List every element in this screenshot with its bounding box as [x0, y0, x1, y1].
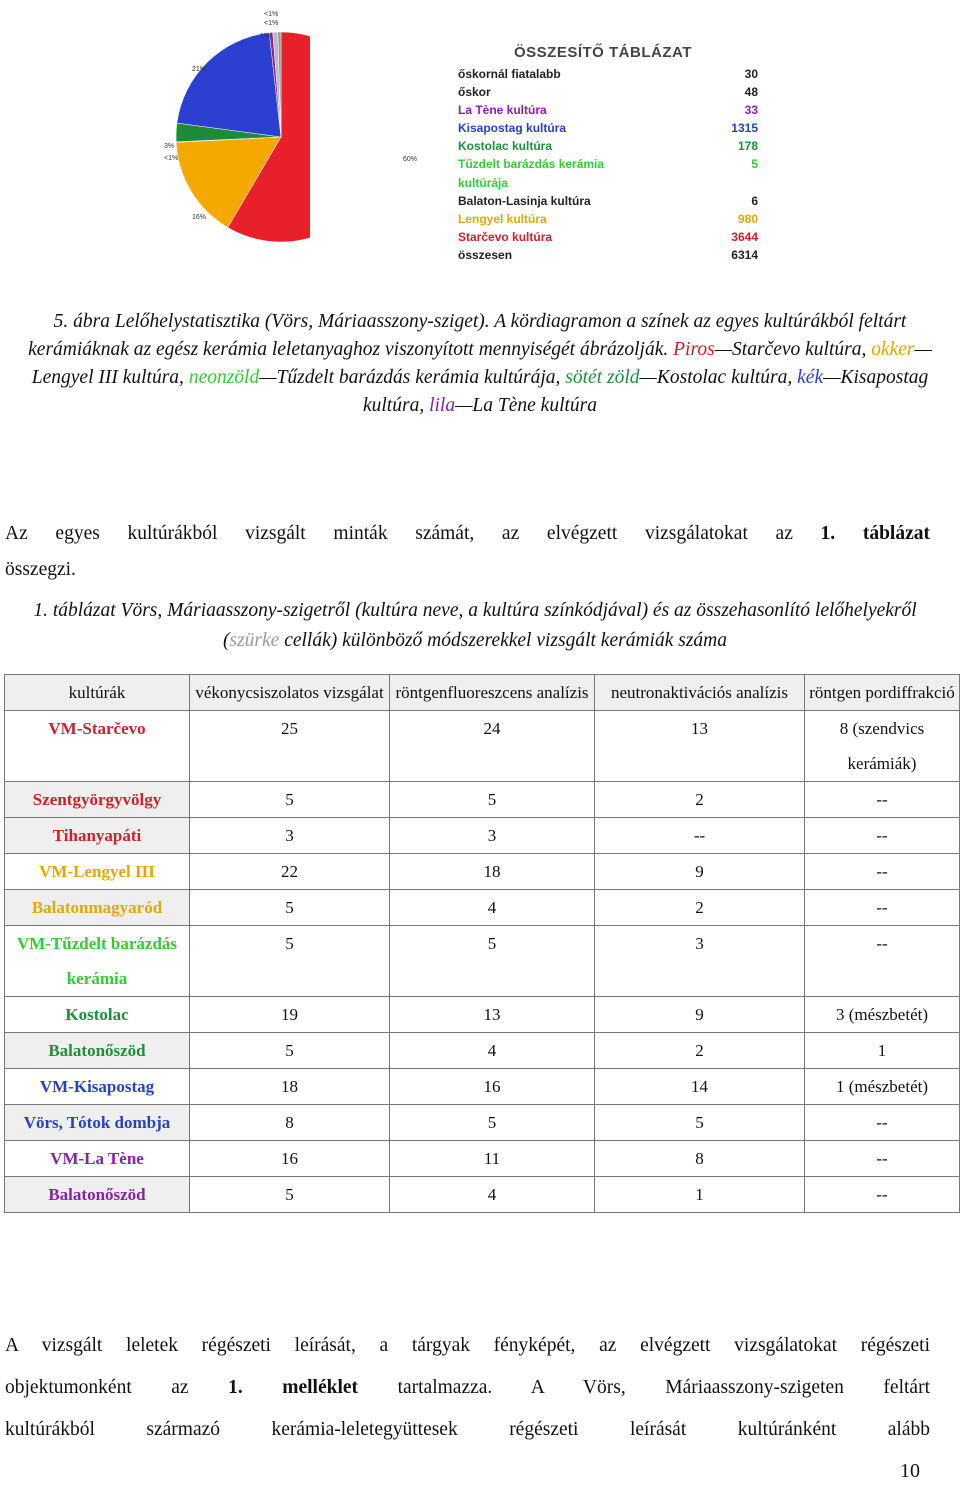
table-cell: 8	[595, 1141, 805, 1177]
caption-text: 5. ábra Lelőhelystatisztika (Vörs, Máriaasszony-sziget). A kördiagramon a színek az egyes kultúrákból feltárt kerámiáknak az egész kerámia leletanyaghoz viszonyított mennyiségét ábrázolják.	[28, 311, 907, 360]
summary-label: Tűzdelt barázdás kerámia	[458, 157, 605, 172]
summary-label: Balaton-Lasinja kultúra	[458, 193, 591, 208]
table-cell: 2	[595, 890, 805, 926]
table-cell: 11	[390, 1141, 595, 1177]
pie-label: <1%	[264, 20, 279, 27]
paragraph-2-text: tartalmazza. A Vörs, Máriaasszony-szigeten feltárt	[358, 1377, 930, 1398]
appendix-reference: 1. melléklet	[228, 1377, 359, 1398]
table-row	[5, 890, 960, 926]
figure	[150, 0, 790, 270]
culture-name-cell: Balatonmagyaród	[5, 890, 190, 926]
paragraph-2-text: objektumonként az	[5, 1377, 229, 1398]
pie-label: 1%	[260, 33, 271, 40]
summary-label: Kisapostag kultúra	[458, 121, 567, 136]
paragraph-1-end: összegzi.	[5, 559, 76, 580]
table-row	[5, 782, 960, 818]
table-cell: 19	[190, 997, 390, 1033]
summary-value: 30	[744, 67, 758, 81]
pie-label: 21%	[192, 66, 207, 73]
pie-label: 3%	[164, 143, 175, 150]
paragraph-1	[5, 512, 930, 555]
table-cell: --	[805, 1105, 960, 1141]
table-cell: 5	[190, 890, 390, 926]
paragraph-2	[5, 1325, 930, 1451]
culture-name-cell: Vörs, Tótok dombja	[5, 1105, 190, 1141]
table-cell: 5	[595, 1105, 805, 1141]
summary-value: 1315	[731, 121, 758, 136]
table-cell: 2	[595, 782, 805, 818]
summary-value: 980	[737, 211, 758, 226]
caption-part: —Starčevo kultúra,	[714, 339, 872, 360]
caption-part: —La Tène kultúra	[455, 395, 598, 416]
summary-value: 6314	[731, 247, 758, 262]
table-row	[5, 1033, 960, 1069]
summary-table	[458, 44, 758, 266]
table-cell: 24	[390, 711, 595, 782]
table-row	[5, 997, 960, 1033]
table-cell: 1	[595, 1177, 805, 1213]
paragraph-2-line: A vizsgált leletek régészeti leírását, a tárgyak fényképét, az elvégzett vizsgálatokat régészeti	[5, 1335, 930, 1356]
table-cell: 5	[190, 1033, 390, 1069]
table-cell: 13	[595, 711, 805, 782]
table-cell: 9	[595, 854, 805, 890]
table-cell: 9	[595, 997, 805, 1033]
table-cell: 18	[390, 854, 595, 890]
header-cell: neutronaktivációs analízis	[595, 675, 805, 711]
summary-row	[458, 139, 758, 157]
summary-value	[718, 176, 758, 194]
caption-part: —Lengyel III kultúra,	[31, 339, 932, 388]
table-cell: 4	[390, 1033, 595, 1069]
caption-part: lila	[429, 395, 456, 416]
table-cell: 5	[390, 782, 595, 818]
table-cell: --	[805, 782, 960, 818]
table-cell: --	[595, 818, 805, 854]
page-number: 10	[900, 1460, 920, 1482]
table-cell: 8 (szendvics kerámiák)	[805, 711, 960, 782]
summary-title: ÖSSZESÍTŐ TÁBLÁZAT	[514, 44, 692, 61]
paragraph-2-line	[5, 1367, 930, 1409]
header-cell: röntgenfluoreszcens analízis	[390, 675, 595, 711]
table-cell: 4	[390, 1177, 595, 1213]
table-cell: 2	[595, 1033, 805, 1069]
table-cell: --	[805, 818, 960, 854]
culture-name-cell: VM-Kisapostag	[5, 1069, 190, 1105]
summary-value: 33	[744, 103, 758, 118]
table-caption-text: 1. táblázat Vörs, Máriaasszony-szigetről (kultúra neve, a kultúra színkódjával) és az összehasonlító lelőhelyekről (	[33, 600, 917, 651]
summary-label: összesen	[458, 247, 513, 262]
table-cell: 22	[190, 854, 390, 890]
summary-row	[458, 230, 758, 248]
summary-label: őskornál fiatalabb	[458, 67, 561, 81]
table-cell: 14	[595, 1069, 805, 1105]
table-header-row	[5, 675, 960, 711]
table-row	[5, 711, 960, 782]
summary-value: 5	[751, 157, 758, 172]
table-cell: --	[805, 854, 960, 890]
table-cell: 5	[390, 1105, 595, 1141]
pie-label: <1%	[164, 155, 179, 162]
summary-label: Starčevo kultúra	[458, 229, 553, 244]
table-caption	[5, 596, 945, 656]
pie-label: 60%	[403, 156, 418, 163]
table-row	[5, 926, 960, 997]
table-row	[5, 854, 960, 890]
culture-name-cell: Tihanyapáti	[5, 818, 190, 854]
summary-row	[458, 121, 758, 139]
caption-part: Piros	[673, 339, 715, 360]
culture-name-cell: VM-Lengyel III	[5, 854, 190, 890]
summary-row	[458, 103, 758, 121]
summary-label: őskor	[458, 85, 491, 100]
pie-label: 16%	[192, 214, 207, 221]
table-cell: 3	[595, 926, 805, 997]
table-cell: --	[805, 1141, 960, 1177]
pie-label: <1%	[264, 11, 279, 18]
culture-name-cell: VM-La Tène	[5, 1141, 190, 1177]
summary-value: 48	[744, 85, 758, 100]
table-cell: 5	[190, 1177, 390, 1213]
data-table	[4, 674, 959, 1213]
summary-row	[458, 67, 758, 85]
table-caption-text-end: cellák) különböző módszerekkel vizsgált kerámiák száma	[279, 630, 727, 651]
summary-label: Kostolac kultúra	[458, 139, 553, 154]
caption-part: kék	[797, 367, 824, 388]
pie-slice	[177, 33, 281, 137]
culture-name-cell: Kostolac	[5, 997, 190, 1033]
summary-value: 3644	[731, 229, 758, 244]
summary-row	[458, 157, 758, 175]
table-row	[5, 1141, 960, 1177]
table-cell: --	[805, 890, 960, 926]
table-row	[5, 1177, 960, 1213]
summary-row	[458, 85, 758, 103]
caption-part: neonzöld	[188, 367, 260, 388]
table-cell: 3 (mészbetét)	[805, 997, 960, 1033]
culture-name-cell: Szentgyörgyvölgy	[5, 782, 190, 818]
table-cell: 3	[390, 818, 595, 854]
table-cell: 1 (mészbetét)	[805, 1069, 960, 1105]
culture-name-cell: VM-Tűzdelt barázdás kerámia	[5, 926, 190, 997]
table-cell: 1	[805, 1033, 960, 1069]
culture-name-cell: Balatonőszöd	[5, 1033, 190, 1069]
table-row	[5, 1069, 960, 1105]
table-cell: 5	[390, 926, 595, 997]
summary-label: La Tène kultúra	[458, 103, 547, 118]
summary-row	[458, 212, 758, 230]
header-cell: kultúrák	[5, 675, 190, 711]
culture-name-cell: VM-Starčevo	[5, 711, 190, 782]
summary-label: kultúrája	[458, 175, 509, 190]
table-cell: --	[805, 926, 960, 997]
table-row	[5, 1105, 960, 1141]
table-cell: --	[805, 1177, 960, 1213]
table-cell: 13	[390, 997, 595, 1033]
header-cell: vékonycsiszolatos vizsgálat	[190, 675, 390, 711]
table-cell: 18	[190, 1069, 390, 1105]
summary-label: Lengyel kultúra	[458, 211, 547, 226]
table-cell: 16	[390, 1069, 595, 1105]
pie-chart	[150, 0, 310, 270]
figure-caption	[18, 308, 942, 420]
table-cell: 5	[190, 782, 390, 818]
caption-part: —Kostolac kultúra,	[639, 367, 798, 388]
table-reference: 1. táblázat	[820, 523, 930, 544]
caption-part: —Kisapostag kultúra,	[362, 367, 929, 416]
summary-row	[458, 176, 758, 194]
table-cell: 16	[190, 1141, 390, 1177]
caption-part: sötét zöld	[565, 367, 640, 388]
paragraph-1-text: Az egyes kultúrákból vizsgált minták számát, az elvégzett vizsgálatokat az	[5, 523, 821, 544]
paragraph-2-line: kultúrákból származó kerámia-leletegyüttesek régészeti leírását kultúránként alább	[5, 1419, 930, 1440]
summary-row	[458, 194, 758, 212]
table-cell: 8	[190, 1105, 390, 1141]
header-cell: röntgen pordiffrakció	[805, 675, 960, 711]
summary-value: 178	[737, 139, 758, 154]
table-cell: 3	[190, 818, 390, 854]
table-row	[5, 818, 960, 854]
culture-name-cell: Balatonőszöd	[5, 1177, 190, 1213]
table-cell: 25	[190, 711, 390, 782]
table-cell: 5	[190, 926, 390, 997]
table-cell: 4	[390, 890, 595, 926]
summary-value: 6	[751, 193, 758, 208]
table-caption-grey: szürke	[229, 630, 280, 651]
caption-part: okker	[871, 339, 915, 360]
summary-row	[458, 248, 758, 266]
caption-part: —Tűzdelt barázdás kerámia kultúrája,	[259, 367, 566, 388]
